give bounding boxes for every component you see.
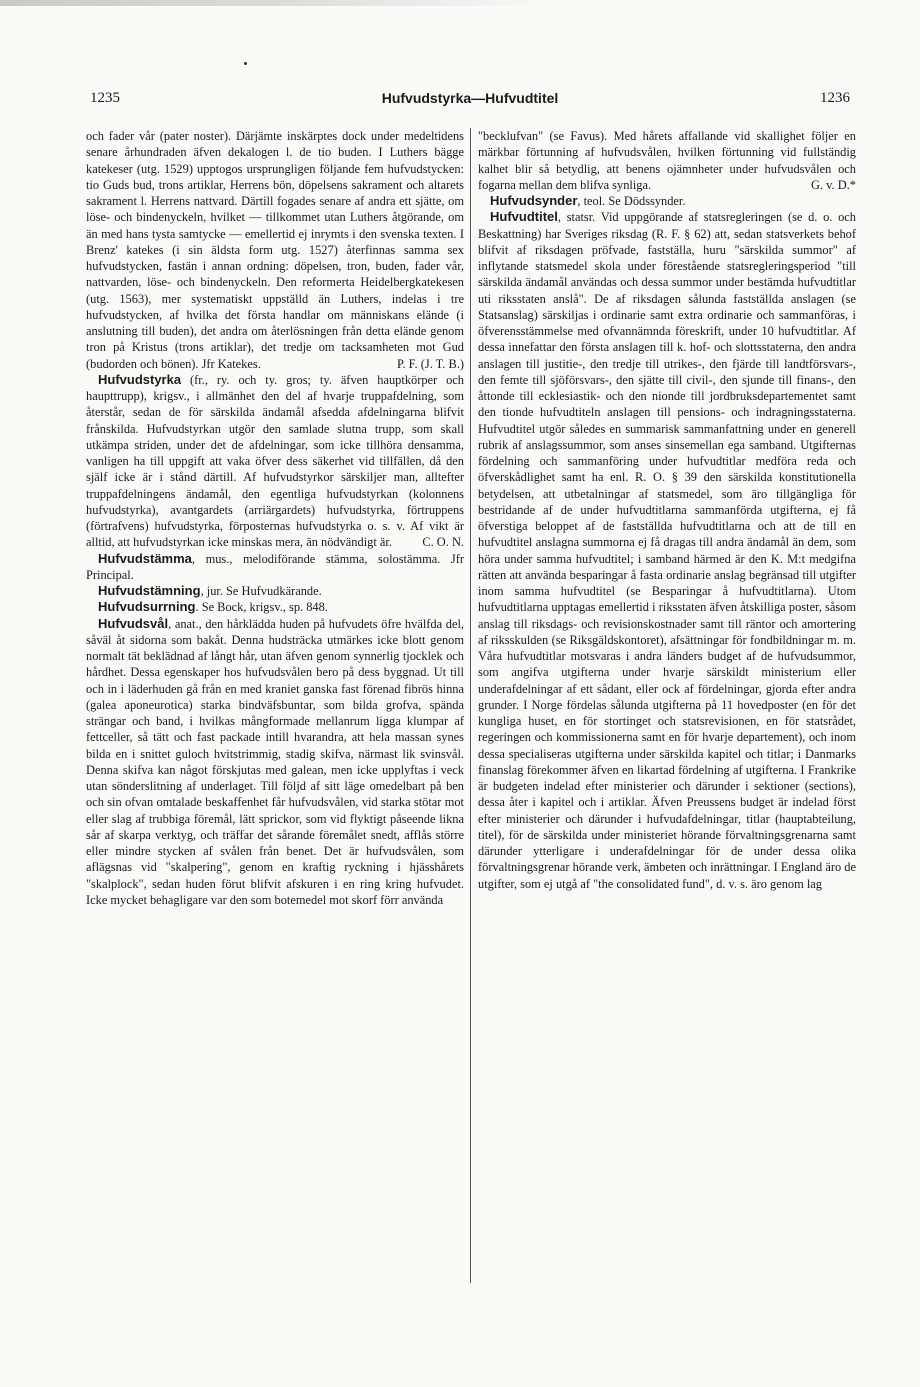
page-number-right: 1236 [820, 90, 850, 106]
entry-headword: Hufvudsvål [98, 615, 169, 631]
page-number-left: 1235 [90, 90, 120, 106]
paragraph-text: "becklufvan" (se Favus). Med hårets affallande vid skallighet följer en märkbar förtunning af hufvudsvålen, hvilken förtunning vid fullständig kalhet blir så betydlig, att benens ojämnheter under hufvudsvålen och fogarna mellan dem blifva synliga. [478, 129, 856, 192]
right-column [478, 128, 856, 892]
entry-hufvudtitel [478, 209, 856, 892]
entry-text: . Se Bock, krigsv., sp. 848. [195, 600, 328, 615]
entry-headword: Hufvudsynder [490, 193, 578, 208]
paragraph [478, 128, 856, 193]
author-signature: G. v. D.* [811, 177, 856, 192]
author-signature: C. O. N. [422, 535, 464, 550]
entry-text: , anat., den hårklädda huden på hufvudets öfre hvälfda del, såväl åt sidorna som bakåt. Denna hudsträcka utmärkes icke blott genom normalt tät beklädnad af långt hår, utan äfven genom synnerlig tjocklek och hårdhet. Dessa egenskaper hos hufvudsvålen bero på dess byggnad. Ut till och in i läderhuden gå från en med kraniet ganska fast förenad fibrös hinna (galea aponeurotica) starka bindväfsbuntar, som bilda grofva, spända strängar och band, i hvilkas mångformade mellanrum ligga klumpar af fettceller, så tätt och fast packade intill hvarandra, att hela massan synes bilda en i snittet gulоch hvitstrimmig, stadig skifva, närmast lik svinsvål. Denna skifva kan något förskjutas med galean, men icke upplyftas i veck utan sönderslitning af underlaget. Till följd af sitt läge omedelbart på ben och sin ofvan omtalade beskaffenhet får hufvudsvålen, vid starka stötar mot eller slag af trubbiga föremål, lätt sprickor, som vid flyktigt påseende likna sår af skarpa verktyg, och träffar det sårande föremålet snedt, afflås större eller mindre stycken af svålen från benet. Det är hufvudsvålen, som aflägsnas vid "skalpering", genom en kraftig ryckning i hjässhårets "skalplock", sedan huden förut blifvit afskuren i en ring kring hufvudet. Icke mycket behagligare var den som botemedel mot skorf förr använda [86, 616, 464, 907]
entry-hufvudsval [86, 616, 464, 909]
entry-text: , jur. Se Hufvudkärande. [200, 584, 322, 598]
entry-hufvudsurrning [86, 599, 464, 615]
entry-hufvudstamma [86, 551, 464, 584]
scan-edge [0, 0, 920, 6]
entry-hufvudstyrka [86, 372, 464, 551]
entry-headword: Hufvudstyrka [98, 371, 182, 387]
ink-speck [244, 62, 247, 65]
author-signature: P. F. (J. T. B.) [396, 356, 464, 371]
entry-text: , teol. Se Dödssynder. [577, 194, 686, 208]
column-divider [470, 128, 471, 1283]
entry-headword: Hufvudstämma [98, 550, 192, 566]
entry-text: (fr., ry. och ty. gros; ty. äfven hauptkörper och haupttrupp), krigsv., i allmänhet den del af hvarje truppafdelning, som återstår, sedan de för särskilda ändamål afsedda afdelningarna blifvit frånskilda. Hufvudstyrkan utgör den samlade slutna trupp, som skall utkämpa striden, under det de afdelningar, som icke tillhöra densamma, vanligen ha till uppgift att vaka öfver dess säkerhet vid tillfällen, då den själf icke är i stånd därtill. Af hufvudstyrkor särskiljer man, alltefter truppafdelningens ändamål, den egentliga hufvudstyrkan (kolonnens hufvudstyrka), avantgardets (arriärgardets) hufvudstyrka, förtruppens (förtrafvens) hufvudstyrka, förposternas hufvudstyrka o. s. v. Af vikt är alltid, att hufvudstyrkan icke minskas mera, än nödvändigt är. [86, 372, 464, 550]
entry-text: , statsr. Vid uppgörande af statsregleringen (se d. o. och Beskattning) har Sveriges riksdag (R. F. § 62) att, sedan statsverkets behof blifvit af riksdagen pröfvade, fastställa, huru "särskilda summor" af inflytande statsmedel skola under förestående statsregleringsperiod "till särskilda ändamål användas och dessa summor under bestämda hufvudtitlar uti riksstaten anslå". De af riksdagen sålunda fastställda anslagen (se Statsanslag) särskiljas i ordinarie samt extra ordinarie och sammanföras, i öfverensstämmelse med ofvannämnda föreskrift, under 10 hufvudtitlar. Af dessa innefattar den första anslagen till k. hof- och slottsstaterna, den andra anslagen till justitie-, den tredje till utrikes-, den fjärde till landtförsvars-, den femte till sjöförsvars-, den sjätte till civil-, den sjunde till finans-, den åttonde till ecklesiastik- och den nionde till jordbruksdepartementet samt den tionde hufvudtiteln anslagen till pensions- och indragningsstaterna. Hufvudtitel utgör således en summarisk sammanfattning under en generell rubrik af anslagssummor, som anses sinsemellan ega samband. Utgifternas fördelning och sammanföring under hufvudtitlar medföra reda och öfverskådlighet samt ha enl. R. O. § 39 den särskilda konstitutionella betydelsen, att utbetalningar af statsmedel, som äro tillgängliga för bestridande af de under hufvudtitlarna sammanförda utgifterna, ej få öfverstiga beloppet af de fastställda hufvudtitlarna och att de till en hufvudtitel anslagna summorna ej få dragas till andra ändamål än dem, som höra under samma hufvudtitel; i samband härmed är den K. M:t medgifna rätten att använda besparingar å fasta ordinarie anslag begränsad till utgifter inom samma hufvudtitel (se Besparingar å hufvudtitlarna). Utom hufvudtitlarna upptagas emellertid i riksstaten äfven åtskilliga poster, såsom anslag till riksdags- och revisionskostnader samt till räntor och amortering af riksskulden (se Riksgäldskontoret), afsättningar för fondbildningar m. m. Våra hufvudtitlar motsvaras i andra länders budget af de hufvudsummor, som angifva utgifterna under hvarje särskildt ministerium eller underafdelningar af ett sådant, eller ock af fördelningar, gjorda efter andra grunder. I Norge fördelas sålunda utgifterna på 11 hovedposter (en för det kungliga huset, en för stortinget och statsrevisionen, en för statsrådet, regeringen och kommissionerna samt en för hvarje departement), och inom dessa specialiseras utgifterna under särskilda kapitel och titlar; i Danmarks finanslag förekommer äfven en likartad fördelning af utgifterna. I Frankrike är budgeten indelad efter ministerier och därunder i sektioner (sections), dessa åter i kapitel och i artiklar. Äfven Preussens budget är indelad först efter ministerier och därunder i hufvudafdelningar, titlar (hauptabteilung, titel), för de särskilda under ministeriet hörande förvaltningsgrenarna samt därunder ytterligare i underafdelningar för de under dessa olika förvaltningsgrenar hörande verk, ämbeten och inrättningar. I England äro de utgifter, som ej utgå af "the consolidated fund", d. v. s. äro genom lag [478, 210, 856, 891]
entry-hufvudstamning [86, 583, 464, 599]
entry-headword: Hufvudsurrning [98, 599, 196, 615]
page-header [90, 90, 850, 112]
entry-text: , mus., melodiförande stämma, solostämma. Jfr Principal. [86, 551, 464, 582]
running-title: Hufvudstyrka—Hufvudtitel [381, 90, 559, 106]
left-column [86, 128, 464, 908]
entry-hufvudsynder [478, 193, 856, 209]
paragraph-text: och fader vår (pater noster). Därjämte inskärptes dock under medeltidens senare århundraden äfven dekalogen l. de tio buden. I Luthers bägge katekeser (utg. 1529) upptogos ursprungligen följande fem hufvudstycken: tio Guds bud, trons artiklar, Herrens bön, döpelsens sakrament och altarets sakrament l. Herrens nattvard. Därtill fogades senare af andra ett sjätte, om löse- och bindenyckeln, hvilket — tillkommet utan Luthers åtgörande, om än med hans tysta samtycke — emellertid ej inrymts i den svenska texten. I Brenz' katekes (i sin äldsta form utg. 1527) återfinnas samma sex hufvudstycken, fastän i annan ordning: döpelsen, tron, buden, fader vår, nattvarden, löse- och bindenyckeln. Den reformerta Heidelbergkatekesen (utg. 1563), mer systematiskt uppställd än Luthers, indelas i tre hufvudstycken, af hvilka det första handlar om människans elände (i anslutning till buden), det andra om återlösningen från detta elände genom tron på Kristus (trons artiklar), det tredje om tacksamheten mot Gud (budorden och bönen). Jfr Katekes. [86, 129, 464, 371]
entry-headword: Hufvudtitel [490, 209, 558, 225]
paragraph [86, 128, 464, 372]
entry-headword: Hufvudstämning [98, 583, 201, 598]
